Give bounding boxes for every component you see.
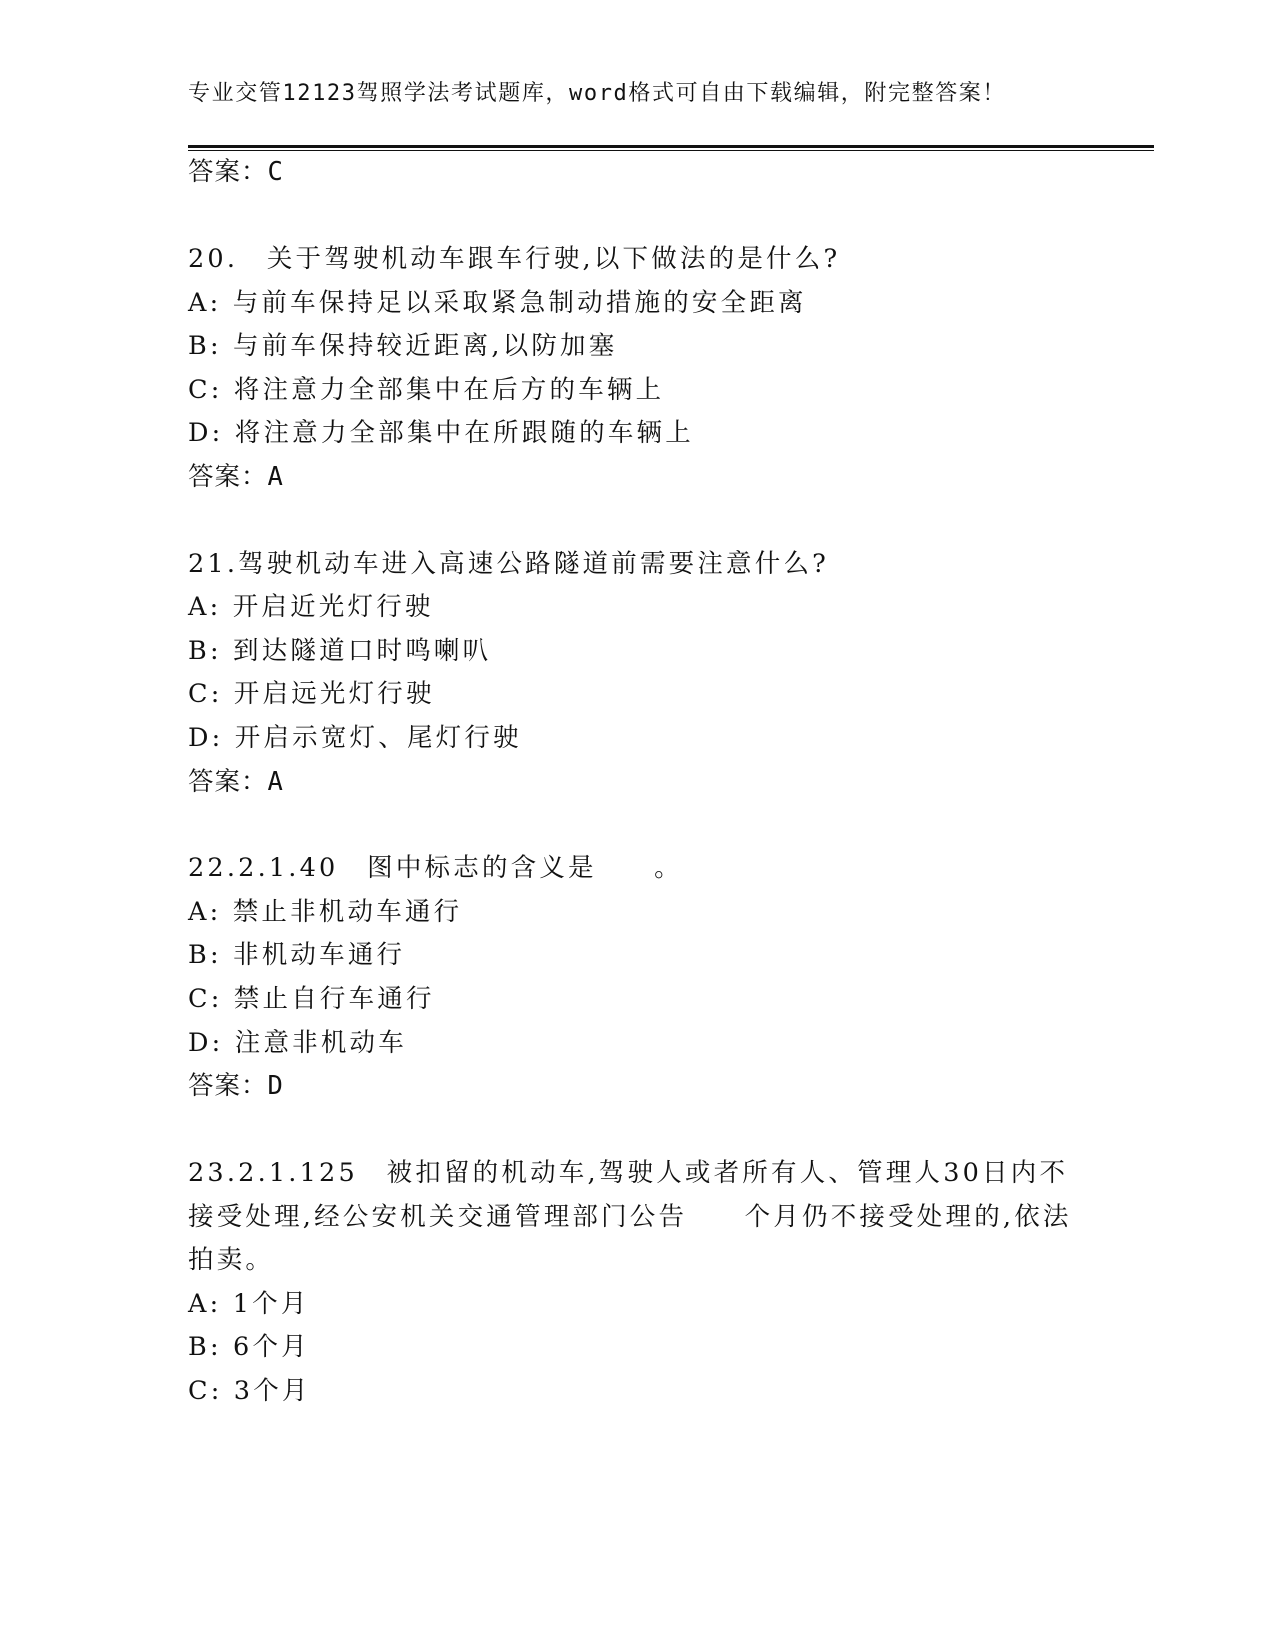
answer-line: 答案：D	[188, 1071, 284, 1101]
option-b: B: 6个月	[188, 1332, 310, 1362]
option-a: A: 禁止非机动车通行	[188, 897, 463, 927]
question-stem: 拍卖。	[188, 1245, 275, 1275]
option-d: D: 注意非机动车	[188, 1028, 407, 1058]
header-rule-thin	[188, 150, 1154, 151]
option-d: D: 将注意力全部集中在所跟随的车辆上	[188, 418, 694, 448]
question-stem: 21.驾驶机动车进入高速公路隧道前需要注意什么?	[188, 549, 830, 579]
option-a: A: 开启近光灯行驶	[188, 592, 434, 622]
option-a: A: 与前车保持足以采取紧急制动措施的安全距离	[188, 288, 807, 318]
option-d: D: 开启示宽灯、尾灯行驶	[188, 723, 522, 753]
page-header: 专业交管12123驾照学法考试题库，word格式可自由下载编辑，附完整答案！	[188, 81, 1007, 106]
option-b: B: 到达隧道口时鸣喇叭	[188, 636, 492, 666]
option-c: C: 将注意力全部集中在后方的车辆上	[188, 375, 665, 405]
answer-line: 答案：C	[188, 157, 284, 187]
option-c: C: 禁止自行车通行	[188, 984, 435, 1014]
question-stem: 22.2.1.40 图中标志的含义是 。	[188, 853, 683, 883]
answer-line: 答案：A	[188, 767, 284, 797]
option-b: B: 与前车保持较近距离,以防加塞	[188, 331, 618, 361]
option-c: C: 3个月	[188, 1376, 311, 1406]
question-stem: 接受处理,经公安机关交通管理部门公告 个月仍不接受处理的,依法	[188, 1202, 1072, 1232]
option-a: A: 1个月	[188, 1289, 310, 1319]
option-b: B: 非机动车通行	[188, 940, 406, 970]
question-stem: 20. 关于驾驶机动车跟车行驶,以下做法的是什么?	[188, 244, 841, 274]
header-rule-thick	[188, 145, 1154, 148]
option-c: C: 开启远光灯行驶	[188, 679, 435, 709]
answer-line: 答案：A	[188, 462, 284, 492]
question-stem: 23.2.1.125 被扣留的机动车,驾驶人或者所有人、管理人30日内不	[188, 1158, 1069, 1188]
